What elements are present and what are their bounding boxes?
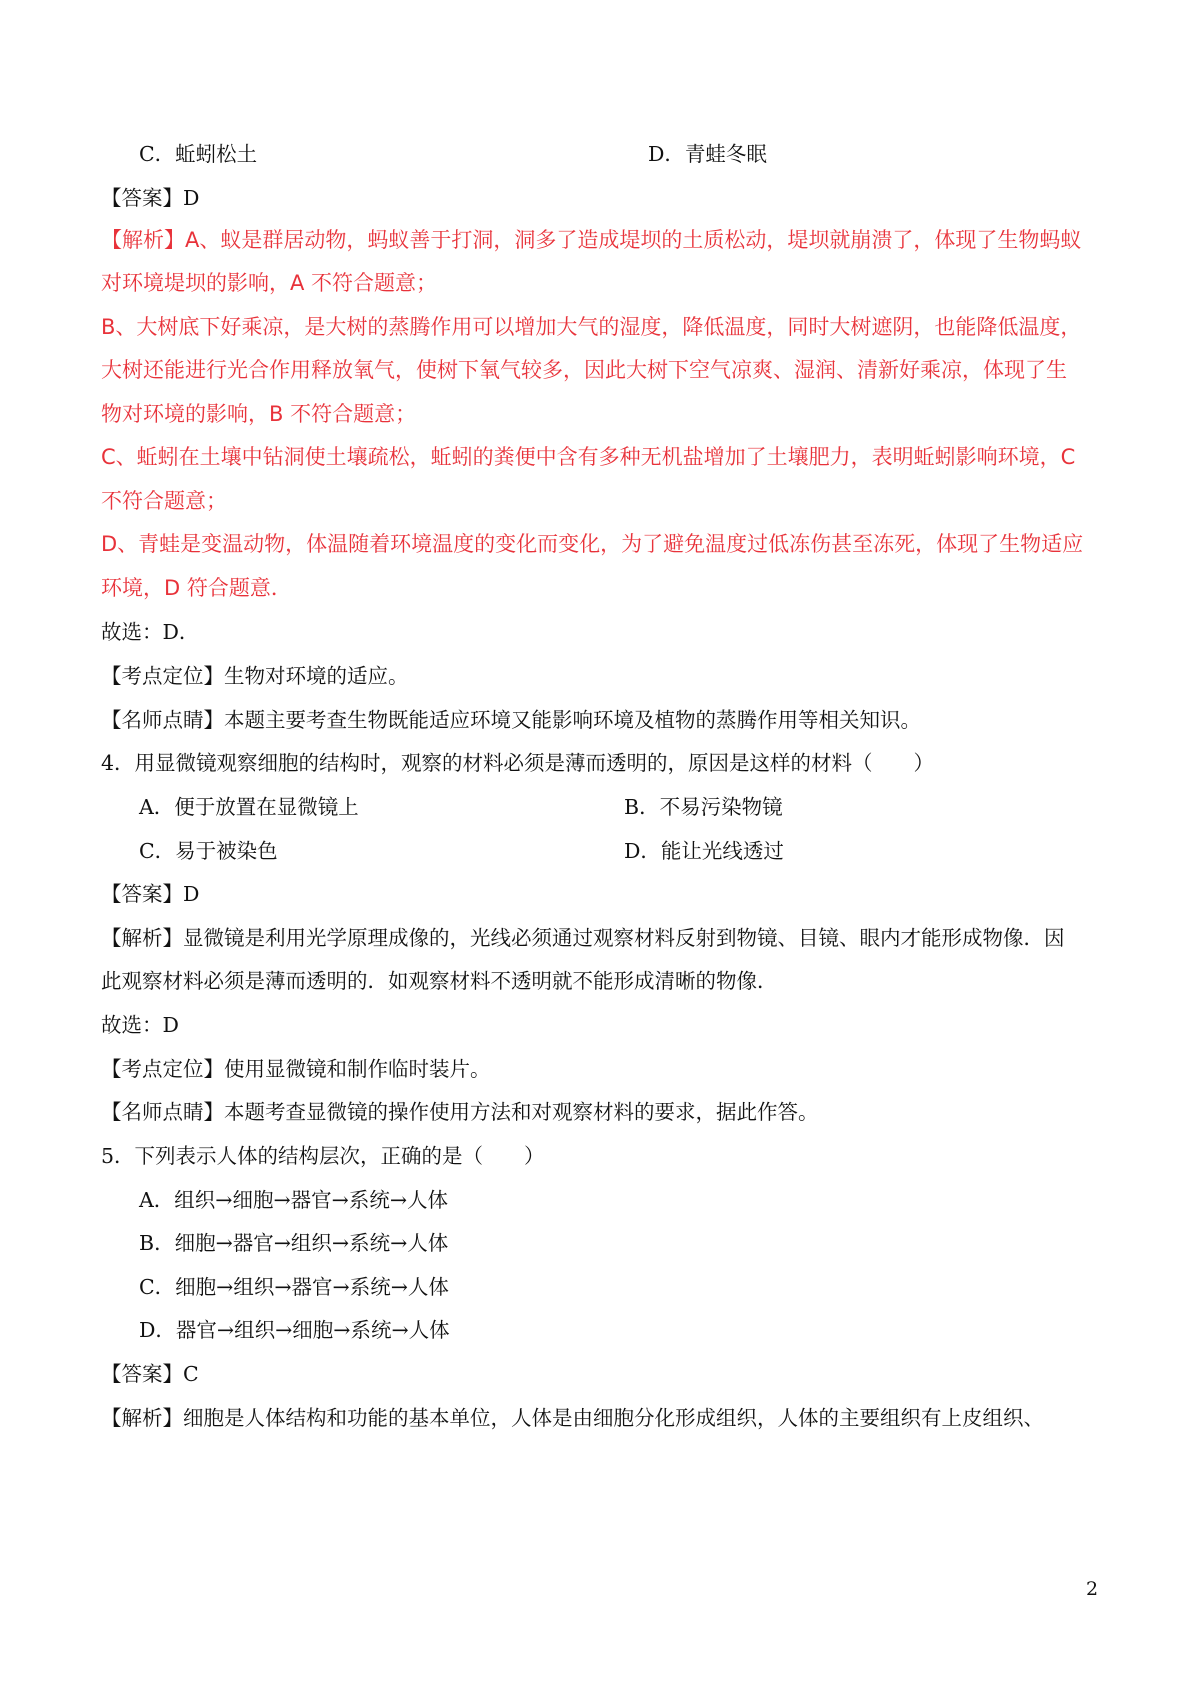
q5-option-a: A．组织→细胞→器官→系统→人体 (139, 1188, 449, 1212)
q3-analysis-line: 【解析】A、蚁是群居动物，蚂蚁善于打洞，洞多了造成堤坝的土质松动，堤坝就崩溃了，体现了生物蚂蚁 (101, 228, 1082, 252)
q4-choice: 故选：D (101, 1013, 179, 1037)
q5-option-d: D．器官→组织→细胞→系统→人体 (139, 1318, 450, 1342)
q3-knowledge-point: 【考点定位】生物对环境的适应。 (101, 664, 409, 688)
q5-option-b: B．细胞→器官→组织→系统→人体 (139, 1231, 449, 1255)
q3-answer: 【答案】D (101, 186, 200, 210)
q5-analysis-line: 【解析】细胞是人体结构和功能的基本单位，人体是由细胞分化形成组织，人体的主要组织有上皮组织、 (101, 1406, 1044, 1430)
q3-analysis-line: 大树还能进行光合作用释放氧气，使树下氧气较多，因此大树下空气凉爽、湿润、清新好乘凉，体现了生 (101, 358, 1067, 382)
q3-analysis-line: D、青蛙是变温动物，体温随着环境温度的变化而变化，为了避免温度过低冻伤甚至冻死，体现了生物适应 (101, 532, 1084, 556)
page-number: 2 (1086, 1578, 1099, 1600)
q4-analysis-line: 此观察材料必须是薄而透明的．如观察材料不透明就不能形成清晰的物像． (101, 969, 778, 993)
q5-stem: 5．下列表示人体的结构层次，正确的是（ ） (101, 1144, 545, 1168)
q4-option-b: B．不易污染物镜 (624, 795, 783, 819)
q4-teacher-note: 【名师点睛】本题考查显微镜的操作使用方法和对观察材料的要求，据此作答。 (101, 1100, 819, 1124)
q4-option-c: C．易于被染色 (139, 839, 278, 863)
q3-analysis-line: C、蚯蚓在土壤中钻洞使土壤疏松，蚯蚓的粪便中含有多种无机盐增加了土壤肥力，表明蚯蚓影响环境，C (101, 445, 1076, 469)
q4-stem: 4．用显微镜观察细胞的结构时，观察的材料必须是薄而透明的，原因是这样的材料（ ） (101, 751, 935, 775)
q3-teacher-note: 【名师点睛】本题主要考查生物既能适应环境又能影响环境及植物的蒸腾作用等相关知识。 (101, 708, 921, 732)
q3-analysis-line: 不符合题意； (101, 489, 227, 513)
q3-analysis-line: B、大树底下好乘凉，是大树的蒸腾作用可以增加大气的湿度，降低温度，同时大树遮阴，也能降低温度， (101, 315, 1082, 339)
q3-analysis-line: 对环境堤坝的影响，A 不符合题意； (101, 271, 438, 295)
q3-option-d: D．青蛙冬眠 (648, 142, 767, 166)
q4-knowledge-point: 【考点定位】使用显微镜和制作临时装片。 (101, 1057, 491, 1081)
q4-option-d: D．能让光线透过 (624, 839, 784, 863)
q5-option-c: C．细胞→组织→器官→系统→人体 (139, 1275, 449, 1299)
q3-analysis-line: 环境，D 符合题意． (101, 576, 292, 600)
q3-option-c: C．蚯蚓松土 (139, 142, 258, 166)
q5-answer: 【答案】C (101, 1362, 199, 1386)
q3-analysis-line: 物对环境的影响，B 不符合题意； (101, 402, 417, 426)
q4-answer: 【答案】D (101, 882, 200, 906)
q3-choice: 故选：D． (101, 620, 200, 644)
q4-option-a: A．便于放置在显微镜上 (139, 795, 359, 819)
q4-analysis-line: 【解析】显微镜是利用光学原理成像的，光线必须通过观察材料反射到物镜、目镜、眼内才能形成物像．因 (101, 926, 1065, 950)
